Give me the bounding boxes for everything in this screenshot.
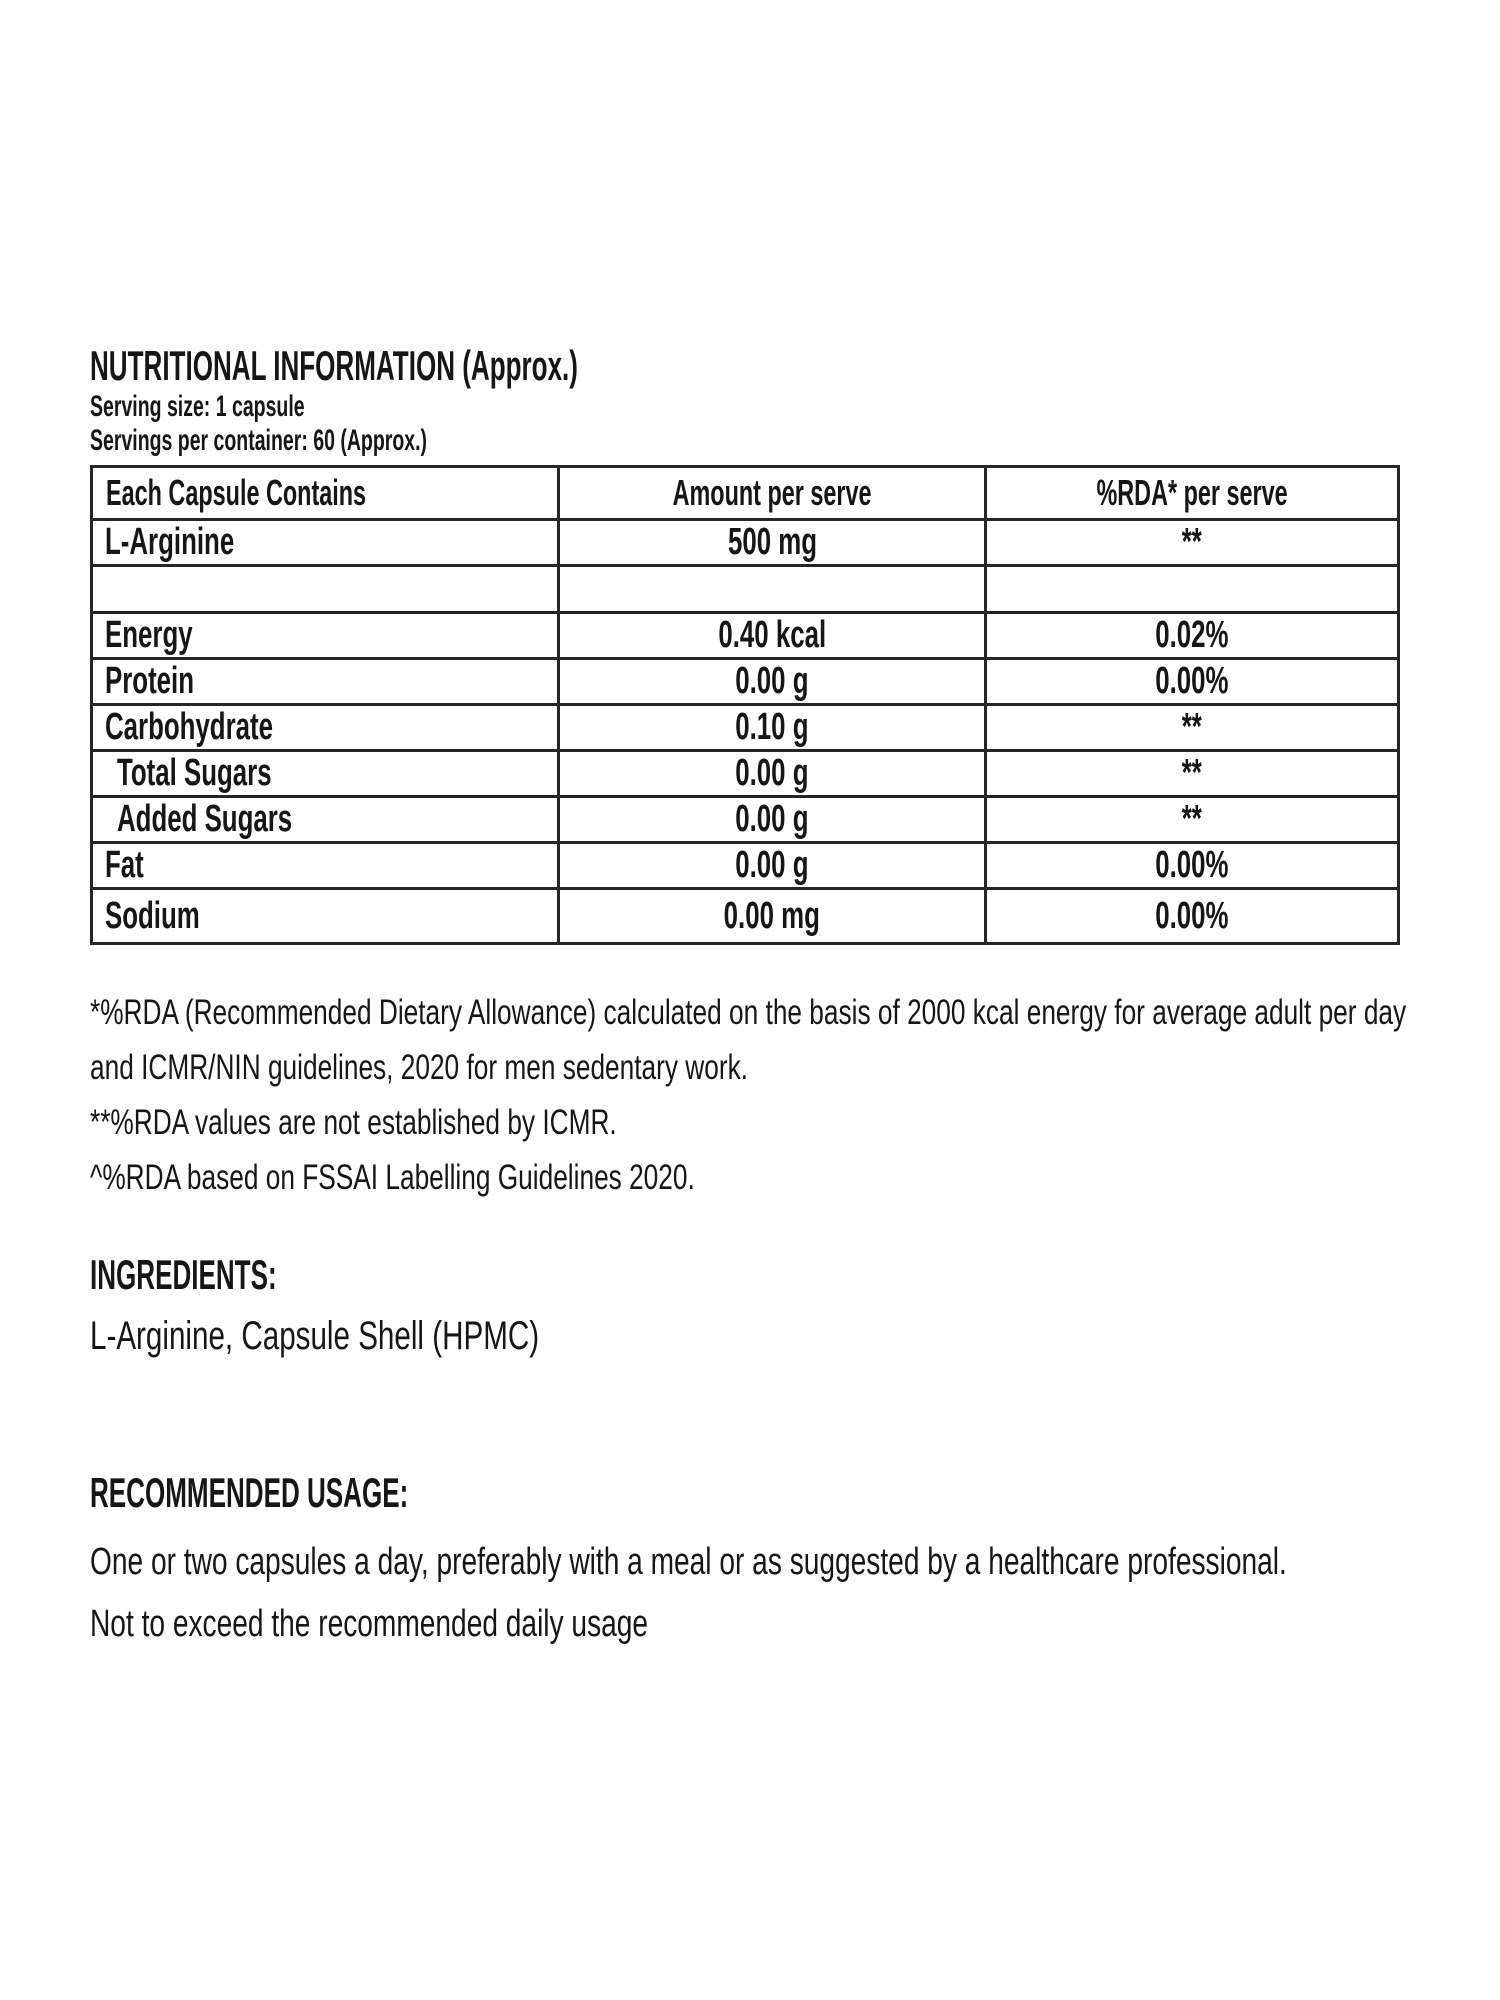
rda-cell: 0.00%: [986, 843, 1399, 889]
amount-cell: 0.00 g: [559, 659, 986, 705]
row-label-cell: Fat: [92, 843, 559, 889]
table-row-l-arginine: [92, 520, 1399, 566]
row-label-cell: Sodium: [92, 889, 559, 944]
footnote-rda-basis-continued: and ICMR/NIN guidelines, 2020 for men sedentary work.: [90, 1048, 749, 1087]
table-row-sodium: [92, 889, 1399, 944]
amount-cell: 0.00 g: [559, 797, 986, 843]
rda-cell: **: [986, 520, 1399, 566]
row-label-cell: Carbohydrate: [92, 705, 559, 751]
rda-cell: **: [986, 705, 1399, 751]
page-title: [90, 342, 1500, 390]
row-label-cell: Added Sugars: [92, 797, 559, 843]
header-each-capsule-contains: Each Capsule Contains: [92, 467, 559, 520]
rda-cell: 0.02%: [986, 613, 1399, 659]
row-label-cell: [92, 566, 559, 613]
table-row-protein: [92, 659, 1399, 705]
rda-cell: 0.00%: [986, 659, 1399, 705]
row-label-cell: L-Arginine: [92, 520, 559, 566]
row-label-cell: Energy: [92, 613, 559, 659]
amount-cell: 0.00 g: [559, 751, 986, 797]
amount-cell: 0.40 kcal: [559, 613, 986, 659]
footnote-rda-basis: *%RDA (Recommended Dietary Allowance) calculated on the basis of 2000 kcal energy for average adult per day: [90, 993, 1407, 1032]
amount-cell: 0.00 mg: [559, 889, 986, 944]
ingredients-heading: INGREDIENTS:: [90, 1251, 277, 1298]
footnote-fssai-guidelines: ^%RDA based on FSSAI Labelling Guidelines 2020.: [90, 1158, 695, 1197]
table-row-energy: [92, 613, 1399, 659]
table-row-added-sugars: [92, 797, 1399, 843]
rda-cell: 0.00%: [986, 889, 1399, 944]
amount-cell: 0.00 g: [559, 843, 986, 889]
serving-size-line: Serving size: 1 capsule: [90, 390, 305, 423]
amount-cell: 0.10 g: [559, 705, 986, 751]
table-row-carbohydrate: [92, 705, 1399, 751]
footnote-rda-not-established: **%RDA values are not established by ICMR.: [90, 1103, 617, 1142]
row-label-cell: Total Sugars: [92, 751, 559, 797]
page-title-text: NUTRITIONAL INFORMATION (Approx.): [90, 342, 578, 389]
recommended-usage-heading: RECOMMENDED USAGE:: [90, 1469, 409, 1516]
usage-instruction-line: One or two capsules a day, preferably with a meal or as suggested by a healthcare professional.: [90, 1541, 1287, 1583]
rda-footnotes: [90, 985, 1500, 1205]
table-row-empty: [92, 566, 1399, 613]
header-amount-per-serve: Amount per serve: [559, 467, 986, 520]
row-label-cell: Protein: [92, 659, 559, 705]
rda-cell: **: [986, 797, 1399, 843]
table-row-total-sugars: [92, 751, 1399, 797]
rda-cell: [986, 566, 1399, 613]
usage-limit-line: Not to exceed the recommended daily usage: [90, 1603, 649, 1645]
table-row-fat: [92, 843, 1399, 889]
ingredients-value: L-Arginine, Capsule Shell (HPMC): [90, 1314, 540, 1358]
nutrition-table: [90, 465, 1400, 945]
servings-per-container-line: Servings per container: 60 (Approx.): [90, 424, 427, 457]
table-header-row: [92, 467, 1399, 520]
header-rda-per-serve: %RDA* per serve: [986, 467, 1399, 520]
amount-cell: 500 mg: [559, 520, 986, 566]
rda-cell: **: [986, 751, 1399, 797]
amount-cell: [559, 566, 986, 613]
